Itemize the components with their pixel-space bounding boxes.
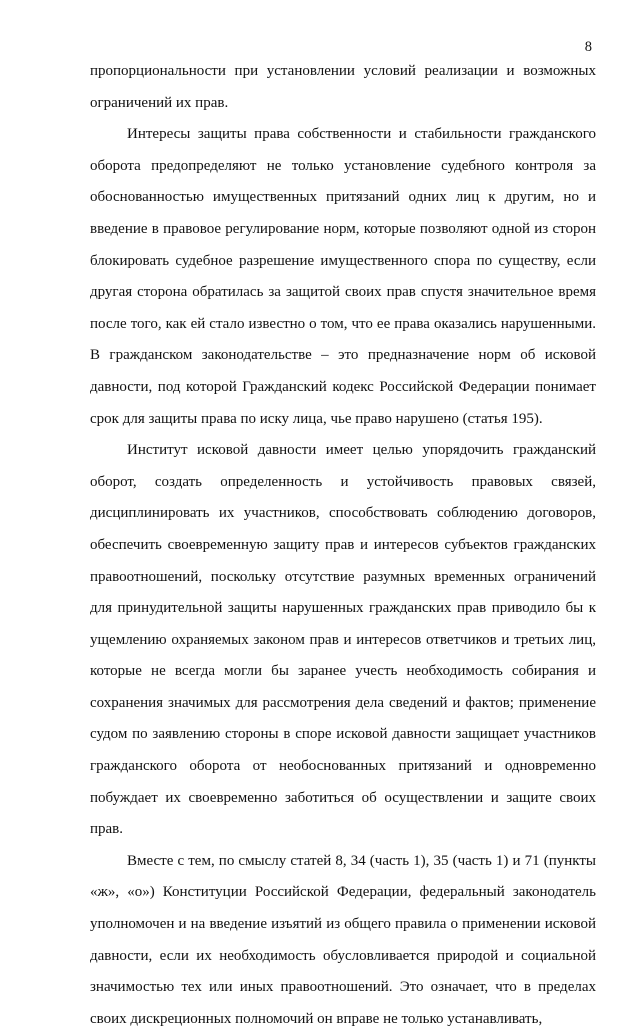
paragraph-limitation-institute: Институт исковой давности имеет целью упорядочить гражданский оборот, создать определенность и устойчивость правовых связей, дисциплинировать их участников, способствовать соблюдению договоров, обеспечить своевременную защиту прав и интересов субъектов гражданских правоотношений, поскольку отсутствие разумных временных ограничений для принудительной защиты нарушенных гражданских прав приводило бы к ущемлению охраняемых законом прав и интересов ответчиков и третьих лиц, которые не всегда могли бы заранее учесть необходимость собирания и сохранения значимых для рассмотрения дела сведений и фактов; применение судом по заявлению стороны в споре исковой давности защищает участников гражданского оборота от необоснованных притязаний и одновременно побуждает их своевременно заботиться об осуществлении и защите своих прав. (90, 442, 596, 838)
paragraph-constitutional-exceptions: Вместе с тем, по смыслу статей 8, 34 (часть 1), 35 (часть 1) и 71 (пункты «ж», «о») Конституции Российской Федерации, федеральный законодатель уполномочен и на введение изъятий из общего правила о применении исковой давности, если их необходимость обусловливается природой и социальной значимостью тех или иных правоотношений. Это означает, что в пределах своих дискреционных полномочий он вправе не только устанавливать, (90, 852, 596, 1027)
page-number: 8 (584, 39, 592, 55)
paragraph-continuation: пропорциональности при установлении условий реализации и возможных ограничений их прав. (90, 63, 596, 111)
paragraph-property-protection: Интересы защиты права собственности и стабильности гражданского оборота предопределяют не только установление судебного контроля за обоснованностью имущественных притязаний одних лиц к другим, но и введение в правовое регулирование норм, которые позволяют одной из сторон блокировать судебное разрешение имущественного спора по существу, если другая сторона обратилась за защитой своих прав спустя значительное время после того, как ей стало известно о том, что ее права оказались нарушенными. В гражданском законодательстве – это предназначение норм об исковой давности, под которой Гражданский кодекс Российской Федерации понимает срок для защиты права по иску лица, чье право нарушено (статья 195). (90, 126, 596, 427)
document-body (90, 56, 596, 1035)
